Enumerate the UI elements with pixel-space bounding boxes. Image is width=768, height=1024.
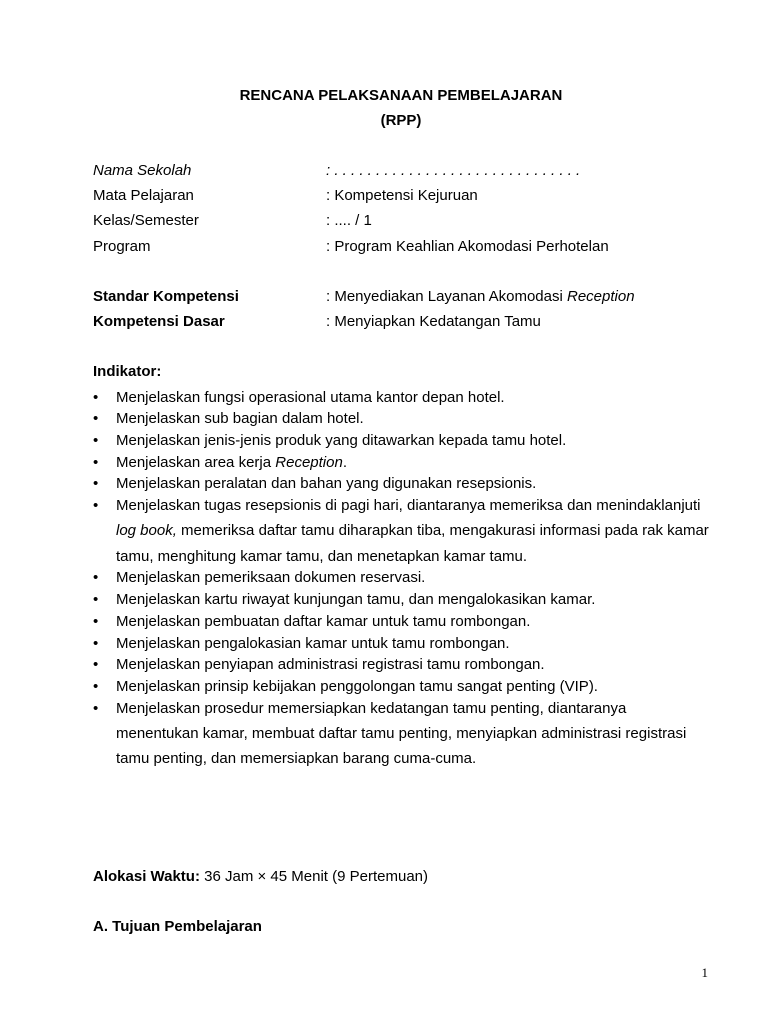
bullet-icon: • bbox=[93, 475, 99, 493]
indikator-item-text: Menjelaskan prosedur memersiapkan kedatangan tamu penting, diantaranya menentukan kamar, membuat daftar tamu penting, menyiapkan administrasi registrasi tamu penting, dan memersiapkan barang cuma-cuma. bbox=[116, 699, 687, 768]
indikator-item-italic-text: Reception bbox=[275, 453, 343, 471]
standar-kompetensi-value bbox=[326, 288, 635, 313]
document-subtitle: (RPP) bbox=[380, 112, 422, 129]
program-value: : Program Keahlian Akomodasi Perhotelan bbox=[326, 237, 609, 255]
indikator-item-text: Menjelaskan jenis-jenis produk yang ditawarkan kepada tamu hotel. bbox=[116, 432, 567, 449]
page-number: 1 bbox=[701, 965, 708, 980]
bullet-icon: • bbox=[93, 388, 99, 406]
bullet-icon: • bbox=[93, 612, 99, 630]
alokasi-waktu-label: Alokasi Waktu: bbox=[93, 868, 200, 885]
info-row-program bbox=[93, 238, 733, 263]
standar-kompetensi-value-text: : Menyediakan Layanan Akomodasi bbox=[326, 287, 567, 305]
bullet-icon: • bbox=[93, 634, 99, 652]
alokasi-waktu bbox=[93, 868, 428, 886]
program-label: Program bbox=[93, 237, 151, 255]
indikator-item-italic-text: log book, bbox=[116, 522, 177, 540]
indikator-item-text: Menjelaskan tugas resepsionis di pagi hari, diantaranya memeriksa dan menindaklanjuti bbox=[116, 497, 701, 515]
indikator-item-text-tail: . bbox=[342, 453, 347, 471]
alokasi-waktu-value: 36 Jam × 45 Menit (9 Pertemuan) bbox=[199, 868, 428, 885]
indikator-section bbox=[93, 363, 713, 772]
document-title: RENCANA PELAKSANAAN PEMBELAJARAN bbox=[239, 87, 563, 104]
info-row-mata-pelajaran bbox=[93, 187, 733, 212]
indikator-item-text: Menjelaskan penyiapan administrasi registrasi tamu rombongan. bbox=[116, 656, 545, 674]
info-spacer bbox=[93, 263, 733, 288]
tujuan-heading: A. Tujuan Pembelajaran bbox=[93, 918, 262, 935]
identity-section bbox=[93, 162, 733, 338]
bullet-icon: • bbox=[93, 677, 99, 695]
indikator-item-text: Menjelaskan kartu riwayat kunjungan tamu, dan mengalokasikan kamar. bbox=[116, 591, 596, 609]
nama-sekolah-value: : . . . . . . . . . . . . . . . . . . . . . . . . . . . . . . bbox=[326, 162, 581, 179]
indikator-heading: Indikator: bbox=[93, 363, 162, 380]
nama-sekolah-label: Nama Sekolah bbox=[93, 162, 192, 179]
indikator-item-text: Menjelaskan pengalokasian kamar untuk tamu rombongan. bbox=[116, 634, 510, 652]
kelas-semester-value: : .... / 1 bbox=[326, 212, 372, 230]
indikator-item bbox=[93, 493, 713, 569]
indikator-item-text: Menjelaskan sub bagian dalam hotel. bbox=[116, 410, 364, 428]
indikator-item-text: Menjelaskan pemeriksaan dokumen reservasi. bbox=[116, 569, 426, 587]
bullet-icon: • bbox=[93, 569, 99, 587]
kelas-semester-label: Kelas/Semester bbox=[93, 212, 199, 230]
indikator-list bbox=[93, 385, 713, 772]
indikator-item-text: Menjelaskan prinsip kebijakan penggolongan tamu sangat penting (VIP). bbox=[116, 677, 598, 695]
bullet-icon: • bbox=[93, 699, 99, 717]
standar-kompetensi-value-italic: Reception bbox=[567, 287, 635, 305]
bullet-icon: • bbox=[93, 497, 99, 515]
bullet-icon: • bbox=[93, 410, 99, 428]
indikator-item-text: Menjelaskan pembuatan daftar kamar untuk tamu rombongan. bbox=[116, 612, 531, 630]
indikator-item-text-tail: memeriksa daftar tamu diharapkan tiba, mengakurasi informasi pada rak kamar tamu, menghitung kamar tamu, dan menetapkan kamar tamu. bbox=[116, 522, 709, 565]
bullet-icon: • bbox=[93, 591, 99, 609]
bullet-icon: • bbox=[93, 432, 99, 449]
kompetensi-dasar-value: : Menyiapkan Kedatangan Tamu bbox=[326, 313, 541, 331]
bullet-icon: • bbox=[93, 453, 99, 471]
standar-kompetensi-label: Standar Kompetensi bbox=[93, 287, 239, 305]
info-row-kompetensi-dasar bbox=[93, 313, 733, 338]
indikator-item-text: Menjelaskan area kerja bbox=[116, 453, 276, 471]
mata-pelajaran-label: Mata Pelajaran bbox=[93, 187, 194, 205]
indikator-item-text: Menjelaskan peralatan dan bahan yang digunakan resepsionis. bbox=[116, 475, 537, 493]
info-row-nama-sekolah bbox=[93, 162, 733, 187]
info-row-kelas bbox=[93, 212, 733, 237]
indikator-item bbox=[93, 696, 713, 772]
bullet-icon: • bbox=[93, 656, 99, 674]
mata-pelajaran-value: : Kompetensi Kejuruan bbox=[326, 187, 478, 205]
kompetensi-dasar-label: Kompetensi Dasar bbox=[93, 313, 225, 331]
info-row-standar-kompetensi bbox=[93, 288, 733, 313]
indikator-item-text: Menjelaskan fungsi operasional utama kantor depan hotel. bbox=[116, 388, 505, 406]
